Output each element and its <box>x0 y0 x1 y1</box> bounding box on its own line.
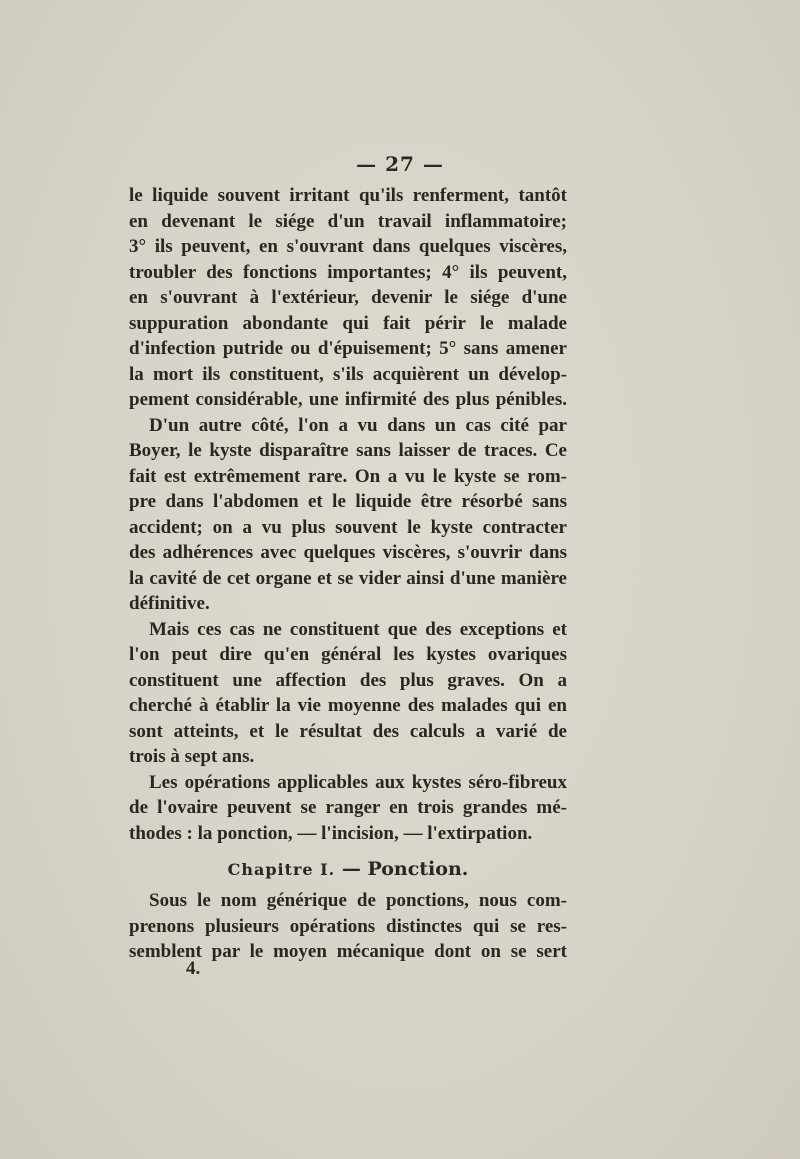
text-line: Sous le nom générique de ponctions, nous com- <box>149 890 567 911</box>
text-line: fait est extrêmement rare. On a vu le kyste se rom- <box>129 465 567 487</box>
text-line: Les opérations applicables aux kystes séro-fibreux <box>149 771 567 793</box>
text-line: en s'ouvrant à l'extérieur, devenir le siége d'une <box>129 287 567 308</box>
page-number: — 27 — <box>356 152 444 176</box>
text-line: Boyer, le kyste disparaître sans laisser de traces. Ce <box>129 440 567 461</box>
text-line: accident; on a vu plus souvent le kyste contracter <box>129 516 567 538</box>
text-line: la cavité de cet organe et se vider ainsi d'une manière <box>129 567 567 589</box>
text-line: cherché à établir la vie moyenne des malades qui en <box>129 695 567 716</box>
text-line: en devenant le siége d'un travail inflammatoire; <box>129 210 567 232</box>
text-line: suppuration abondante qui fait périr le malade <box>129 312 567 334</box>
text-line: définitive. <box>129 593 210 614</box>
paragraph-1 <box>129 183 567 413</box>
text-line: de l'ovaire peuvent se ranger en trois grandes mé- <box>129 797 567 818</box>
chapter-label: Chapitre I. <box>227 860 336 879</box>
text-line: D'un autre côté, l'on a vu dans un cas cité par <box>149 414 567 436</box>
text-line: thodes : la ponction, — l'incision, — l'extirpation. <box>129 822 533 844</box>
paragraph-3 <box>129 617 567 770</box>
text-line: trois à sept ans. <box>129 746 255 767</box>
text-line: 3° ils peuvent, en s'ouvrant dans quelques viscères, <box>129 236 567 257</box>
text-line: constituent une affection des plus graves. On a <box>129 669 567 691</box>
text-line: prenons plusieurs opérations distinctes qui se res- <box>129 915 567 937</box>
body-text <box>129 183 567 965</box>
text-line: semblent par le moyen mécanique dont on se sert <box>129 941 567 962</box>
chapter-title: — Ponction. <box>335 858 469 880</box>
text-line: sont atteints, et le résultat des calculs a varié de <box>129 720 567 742</box>
signature-mark: 4. <box>186 958 201 979</box>
paragraph-5 <box>129 888 567 965</box>
text-line: l'on peut dire qu'en général les kystes ovariques <box>129 644 567 665</box>
text-line: d'infection putride ou d'épuisement; 5° sans amener <box>129 338 567 359</box>
chapter-heading <box>129 854 567 884</box>
text-line: le liquide souvent irritant qu'ils renferment, tantôt <box>129 185 567 206</box>
text-line: troubler des fonctions importantes; 4° ils peuvent, <box>129 261 567 283</box>
paragraph-2 <box>129 413 567 617</box>
text-line: des adhérences avec quelques viscères, s'ouvrir dans <box>129 542 567 563</box>
text-line: pement considérable, une infirmité des plus pénibles. <box>129 389 567 410</box>
text-line: la mort ils constituent, s'ils acquièrent un dévelop- <box>129 363 567 385</box>
paragraph-4 <box>129 770 567 847</box>
text-line: pre dans l'abdomen et le liquide être résorbé sans <box>129 491 567 512</box>
text-line: Mais ces cas ne constituent que des exceptions et <box>149 618 567 640</box>
